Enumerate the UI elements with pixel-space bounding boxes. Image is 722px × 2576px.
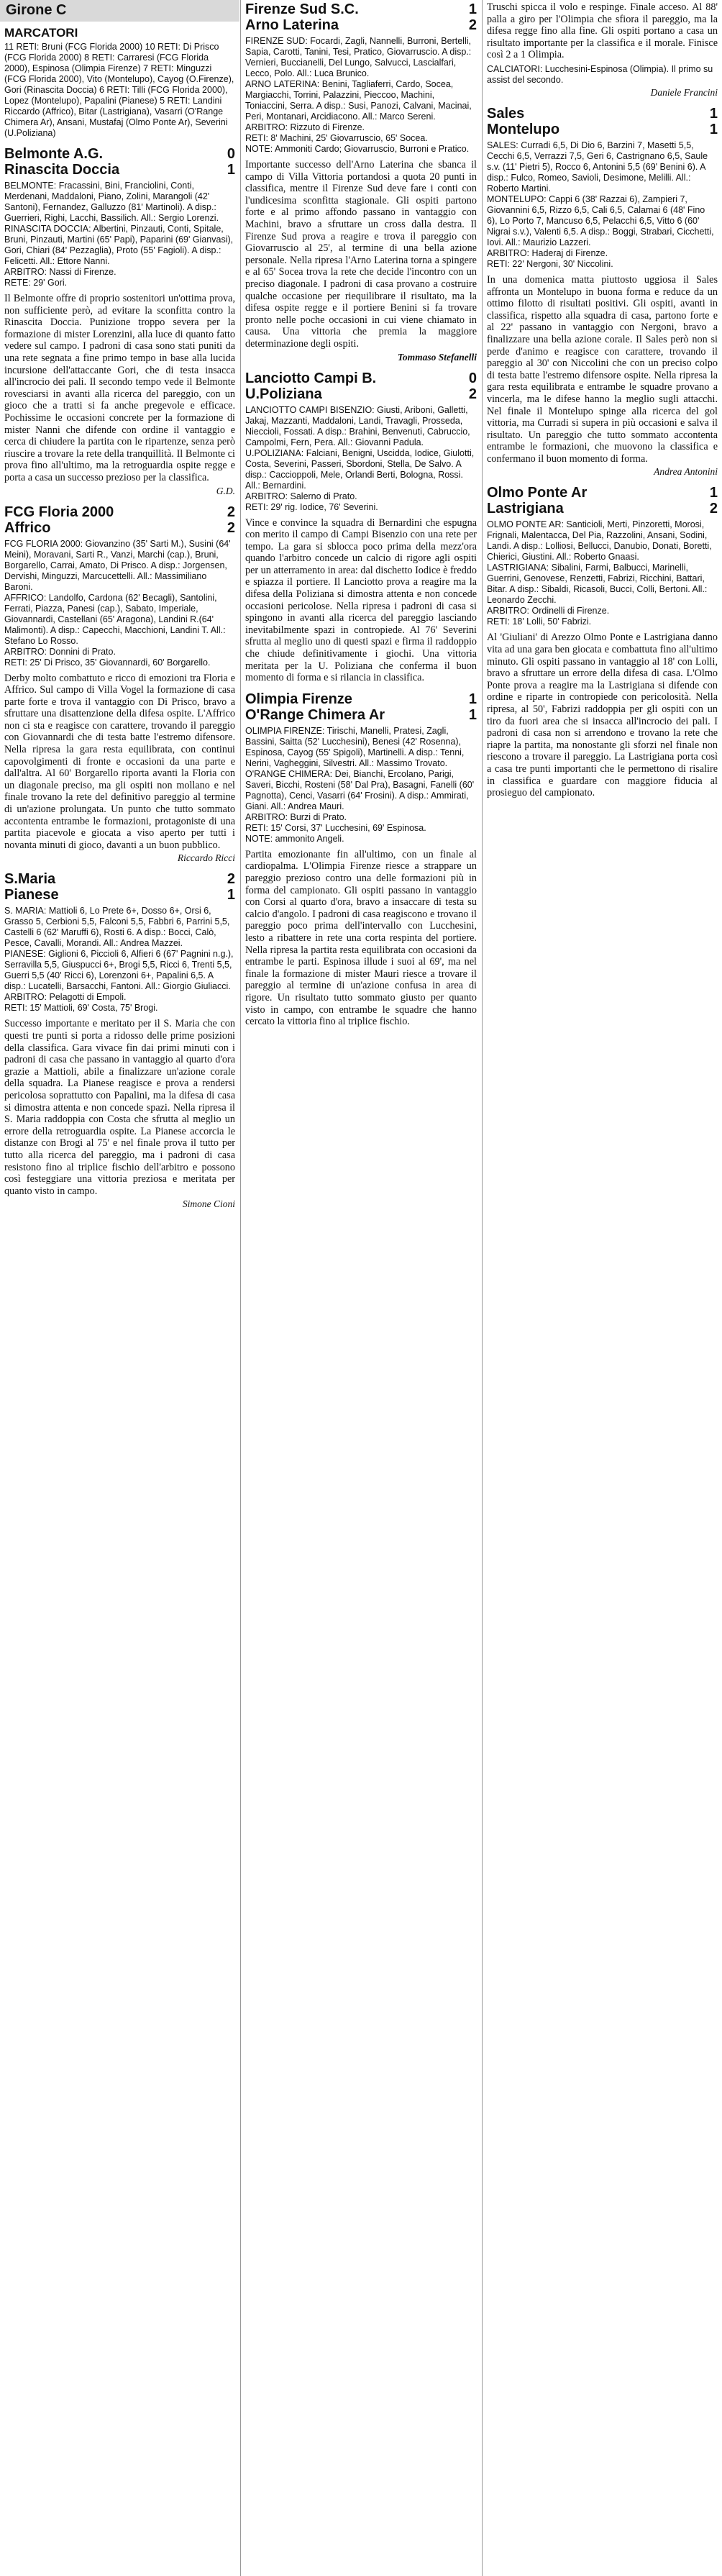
home-score: 0 — [468, 370, 477, 386]
match-report — [487, 485, 718, 798]
home-team: Belmonte A.G. — [4, 146, 104, 162]
away-team: O'Range Chimera Ar — [245, 706, 385, 723]
match-report — [245, 370, 477, 684]
home-score: 2 — [227, 871, 235, 888]
column-2 — [241, 0, 481, 2576]
home-score: 1 — [468, 691, 477, 707]
report-text: Partita emozionante fin all'ultimo, con un finale al cardiopalma. L'Olimpia Firenze riesce a strappare un pareggio prezioso contro una delle formazioni più in forma del campionato. Gli ospiti passano in vantaggio con Corsi al quarto d'ora, bravo a insaccare di testa su calcio d'angolo. I padroni di casa reagiscono e trovano il pareggio poco prima dell'intervallo con Lucchesini, lesto a ribattere in rete una corta respinta del portiere. Nella ripresa la partita resta equilibrata con occasioni da entrambe le parti. Espinosa illude i suoi al 69', ma nel finale la formazione di mister Mauri riesce a trovare il pareggio al termine di un'azione confusa in area di rigore. Un risultato tutto sommato giusto per quanto visto in campo, con entrambe le squadre che hanno cercato la vittoria fino al triplice fischio. — [245, 848, 477, 1028]
match-report — [4, 146, 235, 497]
author-signature: Tommaso Stefanelli — [397, 351, 477, 363]
column-1 — [0, 0, 239, 2576]
away-score: 2 — [709, 501, 718, 517]
report-text: Al 'Giuliani' di Arezzo Olmo Ponte e Lastrigiana danno vita ad una gara ben giocata e combattuta fino all'ultimo minuto. Gli ospiti passano in vantaggio al 18' con Lolli, bravo a sfruttare un errore della difesa di casa. L'Olmo Ponte prova a reagire ma la Lastrigiana si difende con ordine e riparte in contropiede con pericolosità. Nella ripresa, al 50', Fabrizi raddoppia per gli ospiti con un tiro da fuori area che si insacca all'incrocio dei pali. I padroni di casa non si arrendono e trovano la rete che riapre la partita, ma nonostante gli sforzi nel finale non riescono a trovare il pareggio. La Lastrigiana porta così a casa tre punti importanti che le permettono di risalire in classifica e guardare con maggiore fiducia al prosieguo del campionato. — [487, 632, 718, 799]
home-team: Olimpia Firenze — [245, 691, 352, 707]
lineups: BELMONTE: Fracassini, Bini, Franciolini, Conti, Merdenani, Maddaloni, Piano, Zolini, Marangoli (42' Santoni), Fernandez, Galluzzo (81' Martinoli). A disp.: Guerrieri, Righi, Lacchi, Bassilich. All.: Sergio Lorenzi. RINASCITA DOCCIA: Albertini, Pinzauti, Conti, Spitale, Bruni, Pinzauti, Martini (65' Papi), Paparini (69' Gianvasi), Gori, Chiari (84' Pezzaglia), Proto (55' Fagioli). A disp.: Felicetti. All.: Ettore Nanni. ARBITRO: Nassi di Firenze. RETE: 29' Gori. — [4, 181, 234, 288]
home-score: 0 — [227, 146, 235, 162]
home-score: 1 — [709, 485, 718, 501]
match-report — [245, 691, 477, 1028]
report-text: Successo importante e meritato per il S. Maria che con questi tre punti si porta a ridosso delle prime posizioni della classifica. Gara vivace fin dai primi minuti con i padroni di casa che passano in vantaggio al quarto d'ora grazie a Mattioli, abile a finalizzare un'azione corale della squadra. La Pianese reagisce e prova a rendersi pericolosa soprattutto con Papalini, ma la difesa di casa si dimostra attenta e non concede spazi. Nella ripresa il S. Maria raddoppia con Costa che sfrutta al meglio un errore della retroguardia ospite. La Pianese accorcia le distanze con Brogi al 75' e nel finale prova il tutto per tutto alla ricerca del pareggio, ma i padroni di casa resistono fino al triplice fischio dell'arbitro e possono così festeggiare una vittoria preziosa e meritata per quanto visto in campo. — [4, 1018, 235, 1197]
away-score: 2 — [468, 386, 477, 402]
lineups: OLMO PONTE AR: Santicioli, Merti, Pinzoretti, Morosi, Frignali, Malentacca, Del Pia, Razzolini, Ansani, Sodini, Landi. A disp.: Lolliosi, Bellucci, Danubio, Donati, Boretti, Chierici, Giustini. All.: Roberto Gnaasi. LASTRIGIANA: Sibalini, Farmi, Balbucci, Marinelli, Guerrini, Genovese, Renzetti, Fabrizi, Ricchini, Battari, Bitar. A disp.: Sibaldi, Ricasoli, Bucci, Colli, Bertoni. All.: Leonardo Zecchi. ARBITRO: Ordinelli di Firenze. RETI: 18' Lolli, 50' Fabrizi. — [487, 519, 712, 627]
away-score: 1 — [468, 706, 477, 723]
lineups: SALES: Curradi 6,5, Di Dio 6, Barzini 7, Masetti 5,5, Cecchi 6,5, Verrazzi 7,5, Geri 6, Castrignano 6,5, Saule s.v. (11' Pietri 5), Rocco 6, Antonini 5,5 (69' Benini 6). A disp.: Fulco, Romeo, Savioli, Desimone, Melilli. All.: Roberto Martini. MONTELUPO: Cappi 6 (38' Razzai 6), Zampieri 7, Giovannini 6,5, Rizzo 6,5, Cali 6,5, Calamai 6 (48' Fino 6), Lo Porto 7, Mancuso 6,5, Pelacchi 6,5, Vitto 6 (60' Nigrai s.v.), Valenti 6,5. A disp.: Boggi, Strabari, Cicchetti, Iovi. All.: Maurizio Lazzeri. ARBITRO: Haderaj di Firenze. RETI: 22' Nergoni, 30' Niccolini. — [487, 140, 714, 269]
home-team: FCG Floria 2000 — [4, 504, 114, 520]
lineups: FCG FLORIA 2000: Giovanzino (35' Sarti M.), Susini (64' Meini), Moravani, Sarti R., Vanzi, Marchi (cap.), Bruni, Borgarello, Carrai, Amato, Di Prisco. A disp.: Jorgensen, Dervishi, Minguzzi, Marcucettelli. All.: Massimiliano Baroni. AFFRICO: Landolfo, Cardona (62' Becagli), Santolini, Ferrati, Piazza, Panesi (cap.), Sabato, Imperiale, Giovannardi, Castellani (65' Aragona), Landini R.(64' Malimonti). A disp.: Capecchi, Macchioni, Landini T. All.: Stefano Lo Rosso. ARBITRO: Donnini di Prato. RETI: 25' Di Prisco, 35' Giovannardi, 60' Borgarello. — [4, 538, 231, 668]
lineups: LANCIOTTO CAMPI BISENZIO: Giusti, Ariboni, Galletti, Jakaj, Mazzanti, Maddaloni, Landi, Travagli, Prosseda, Nieccioli, Fossati. A disp.: Brahini, Benvenuti, Cabruccio, Campolmi, Fern, Pera. All.: Giovanni Padula. U.POLIZIANA: Falciani, Benigni, Uscidda, Iodice, Giulotti, Costa, Severini, Passeri, Sbordoni, Stella, De Salvo. A disp.: Caccioppoli, Mele, Orlandi Berti, Bologna, Rossi. All.: Bernardini. ARBITRO: Salerno di Prato. RETI: 29' rig. Iodice, 76' Severini. — [245, 404, 475, 512]
away-score: 1 — [227, 887, 235, 904]
away-team: Rinascita Doccia — [4, 162, 120, 178]
home-score: 2 — [227, 504, 235, 520]
home-team: Firenze Sud S.C. — [245, 1, 359, 17]
report-text: Vince e convince la squadra di Bernardini che espugna con merito il campo di Campi Bisenzio con una rete per tempo. La gara si sblocca poco prima della mezz'ora quando l'arbitro concede un calcio di rigore agli ospiti per un atterramento in area: dal dischetto Iodice è freddo e spiazza il portiere. Il Lanciotto prova a reagire ma la difesa della Poliziana si dimostra attenta e non concede occasioni pericolose. Nella ripresa i padroni di casa si spingono in avanti alla ricerca del pareggio lasciando inevitabilmente spazi in contropiede. Al 76' Severini sfrutta al meglio uno di questi spazi e firma il raddoppio che chiude definitivamente i giochi. Una vittoria meritata per la U. Poliziana che conferma il buon momento di forma e si rilancia in classifica. — [245, 516, 477, 684]
section-header — [0, 0, 239, 22]
report-text: Il Belmonte offre di proprio sostenitori un'ottima prova, non sufficiente però, ad evitare la sconfitta contro la Rinascita Doccia. Punizione troppo severa per la formazione di mister Lorenzini, alla luce di quanto fatto vedere sul campo. I padroni di casa sono stati puniti da una rete segnata a fine primo tempo in base alla lucida incursione dell'attaccante Gori, che di testa insacca all'incrocio dei pali. Il secondo tempo vede il Belmonte rovesciarsi in avanti alla ricerca del pareggio, con un gioco che a tratti si fa anche pregevole e efficace. Pochissime le occasioni concrete per la formazione di mister Nanni che difende con ordine il vantaggio e cerca di chiudere la partita con le ripartenze, senza però riuscire a trovare la rete della tranquillità. Il Belmonte ci prova fino all'ultimo, ma la retroguardia ospite regge e porta a casa un successo prezioso per la classifica. — [4, 293, 235, 483]
away-team: Arno Laterina — [245, 17, 339, 33]
author-signature: Riccardo Ricci — [177, 852, 235, 864]
home-team: Lanciotto Campi B. — [245, 370, 377, 386]
away-team: Affrico — [4, 519, 51, 536]
report-text: Importante successo dell'Arno Laterina che sbanca il campo di Villa Vittoria portandosi a quota 20 punti in classifica, mentre il Firenze Sud deve fare i conti con l'undicesima sconfitta stagionale. Gli ospiti partono forte e al primo affondo passano in vantaggio con Machini, bravo a sfruttare un cross dalla destra. Il Firenze Sud prova a reagire e trova il pareggio con Giovarruscio al 25', al termine di una bella azione personale. Nella ripresa l'Arno Laterina torna a spingere e al 65' Socea trova la rete che decide l'incontro con un preciso diagonale. I padroni di casa provano a costruire qualche occasione per riequilibrare il risultato, ma la difesa ospite regge e il portiere Benini si fa trovare pronto nelle poche occasioni in cui viene chiamato in causa. Una vittoria che premia la maggiore determinazione degli ospiti. — [245, 159, 477, 350]
match-report — [4, 504, 235, 865]
away-team: Lastrigiana — [487, 501, 564, 517]
author-signature: Daniele Francini — [650, 86, 718, 98]
report-text: Derby molto combattuto e ricco di emozioni tra Floria e Affrico. Sul campo di Villa Vogel la formazione di casa parte forte e trova il vantaggio con Di Prisco, bravo a sfruttare una disattenzione della difesa ospite. L'Affrico non ci sta e reagisce con carattere, trovando il pareggio con Giovannardi che di testa batte l'estremo difensore. Nella ripresa la gara resta equilibrata, con continui capovolgimenti di fronte e occasioni da una parte e dall'altra. Al 60' Borgarello riporta avanti la Floria con un diagonale preciso, ma gli ospiti non mollano e nel finale trovano la rete del definitivo pareggio al termine di un'azione prolungata. Un punto che tutto sommato accontenta entrambe le formazioni, protagoniste di una partita piacevole e giocata a viso aperto per tutti i novanta minuti di gioco, davanti a un buon pubblico. — [4, 672, 235, 851]
match-report — [487, 106, 718, 478]
author-signature: Simone Cioni — [182, 1198, 235, 1210]
match-report — [245, 1, 477, 363]
away-team: Montelupo — [487, 121, 560, 137]
home-score: 1 — [468, 1, 477, 17]
home-score: 1 — [709, 105, 718, 122]
away-score: 1 — [709, 121, 718, 137]
section-title: Girone C — [6, 2, 67, 18]
away-score: 2 — [468, 17, 477, 33]
scorers-note: CALCIATORI: Lucchesini-Espinosa (Olimpia). Il primo su assist del secondo. — [487, 63, 713, 85]
away-score: 1 — [227, 162, 235, 178]
scorers-title: MARCATORI — [4, 26, 78, 40]
away-team: Pianese — [4, 887, 59, 904]
column-3 — [483, 0, 722, 2576]
lineups: S. MARIA: Mattioli 6, Lo Prete 6+, Dosso 6+, Orsi 6, Grasso 5, Cerbioni 5,5, Falconi 5,5, Fabbri 6, Parrini 5,5, Castelli 6 (62' Maruffi 6), Rosti 6. A disp.: Bocci, Calò, Pesce, Cavalli, Morandi. All.: Andrea Mazzei. PIANESE: Giglioni 6, Piccioli 6, Alfieri 6 (67' Pagnini n.g.), Serravilla 5,5, Giuspucci 6+, Brogi 5,5, Ricci 6, Trenti 5,5, Guerri 5,5 (40' Ricci 6), Lorenzoni 6+, Papalini 6,5. A disp.: Lucatelli, Barsacchi, Fantoni. All.: Giorgio Giuliacci. ARBITRO: Pelagotti di Empoli. RETI: 15' Mattioli, 69' Costa, 75' Brogi. — [4, 906, 234, 1014]
lineups: OLIMPIA FIRENZE: Tirischi, Manelli, Pratesi, Zagli, Bassini, Saitta (52' Lucchesini), Benesi (42' Rosenna), Espinosa, Cayog (55' Spigoli), Martinelli. A disp.: Tenni, Nerini, Vagheggini, Silvestri. All.: Massimo Trovato. O'RANGE CHIMERA: Dei, Bianchi, Ercolano, Parigi, Saveri, Bicchi, Rosteni (58' Dal Pra), Basagni, Fanelli (60' Pagnotta), Cenci, Vasarri (64' Frosini). A disp.: Ammirati, Giani. All.: Andrea Mauri. ARBITRO: Burzi di Prato. RETI: 15' Corsi, 37' Lucchesini, 69' Espinosa. NOTE: ammonito Angeli. — [245, 725, 475, 844]
report-continuation: Truschi spicca il volo e respinge. Finale acceso. Al 88' palla a giro per l'Olimpia che sfiora il pareggio, ma la difesa regge fino alla fine. Gli ospiti portano a casa un risultato importante per la classifica e il morale. Finisce così 2 a 1 Olimpia. — [487, 1, 718, 61]
match-report — [4, 871, 235, 1210]
scorers-list: 11 RETI: Bruni (FCG Florida 2000) 10 RETI: Di Prisco (FCG Florida 2000) 8 RETI: Carraresi (FCG Florida 2000), Espinosa (Olimpia Firenze) 7 RETI: Minguzzi (FCG Florida 2000), Vito (Montelupo), Cayog (O.Firenze), Gori (Rinascita Doccia) 6 RETI: Tilli (FCG Florida 2000), Lopez (Montelupo), Papalini (Pianese) 5 RETI: Landini Riccardo (Affrico), Bitar (Lastrigiana), Vasarri (O'Range Chimera Ar), Ansani, Mustafaj (Olmo Ponte Ar), Severini (U.Poliziana) — [4, 42, 234, 138]
author-signature: Andrea Antonini — [654, 466, 718, 478]
author-signature: G.D. — [216, 485, 235, 496]
away-score: 2 — [227, 519, 235, 536]
home-team: S.Maria — [4, 871, 56, 888]
away-team: U.Poliziana — [245, 386, 322, 402]
lineups: FIRENZE SUD: Focardi, Zagli, Nannelli, Burroni, Bertelli, Sapia, Carotti, Tanini, Tesi, Pratico, Giovarruscio. A disp.: Vernieri, Buccianelli, Del Lungo, Salvucci, Lascialfari, Lecco, Polo. All.: Luca Brunico. ARNO LATERINA: Benini, Tagliaferri, Cardo, Socea, Margiacchi, Torrini, Palazzini, Pieccoo, Machini, Toniaccini, Serra. A disp.: Susi, Panozi, Calvani, Macinai, Peri, Montanari, Arcidiacono. All.: Marco Sereni. ARBITRO: Rizzuto di Firenze. RETI: 8' Machini, 25' Giovarruscio, 65' Socea. NOTE: Ammoniti Cardo; Giovarruscio, Burroni e Pratico. — [245, 36, 472, 154]
report-text: In una domenica matta piuttosto uggiosa il Sales affronta un Montelupo in buona forma e reduce da un ottimo filotto di risultati positivi. Gli ospiti, avanti in classifica, rispetto alla squadra di casa, partono forte e al 22' passano in vantaggio con Nergoni, bravo a finalizzare una bella azione corale. Il Sales però non si perde d'animo e reagisce con carattere, trovando il pareggio al 30' con Niccolini che con un preciso colpo di testa batte l'estremo difensore ospite. Nella ripresa la gara resta equilibrata e entrambe le squadre provano a vincerla, ma le difese hanno la meglio sugli attacchi. Nel finale il Montelupo spinge alla ricerca del gol vittoria, ma Curradi si supera in più occasioni e salva il risultato. Un pareggio che tutto sommato accontenta entrambe le formazioni, che muovono la classifica e confermano il buon momento di forma. — [487, 273, 718, 465]
home-team: Olmo Ponte Ar — [487, 485, 588, 501]
home-team: Sales — [487, 105, 525, 122]
